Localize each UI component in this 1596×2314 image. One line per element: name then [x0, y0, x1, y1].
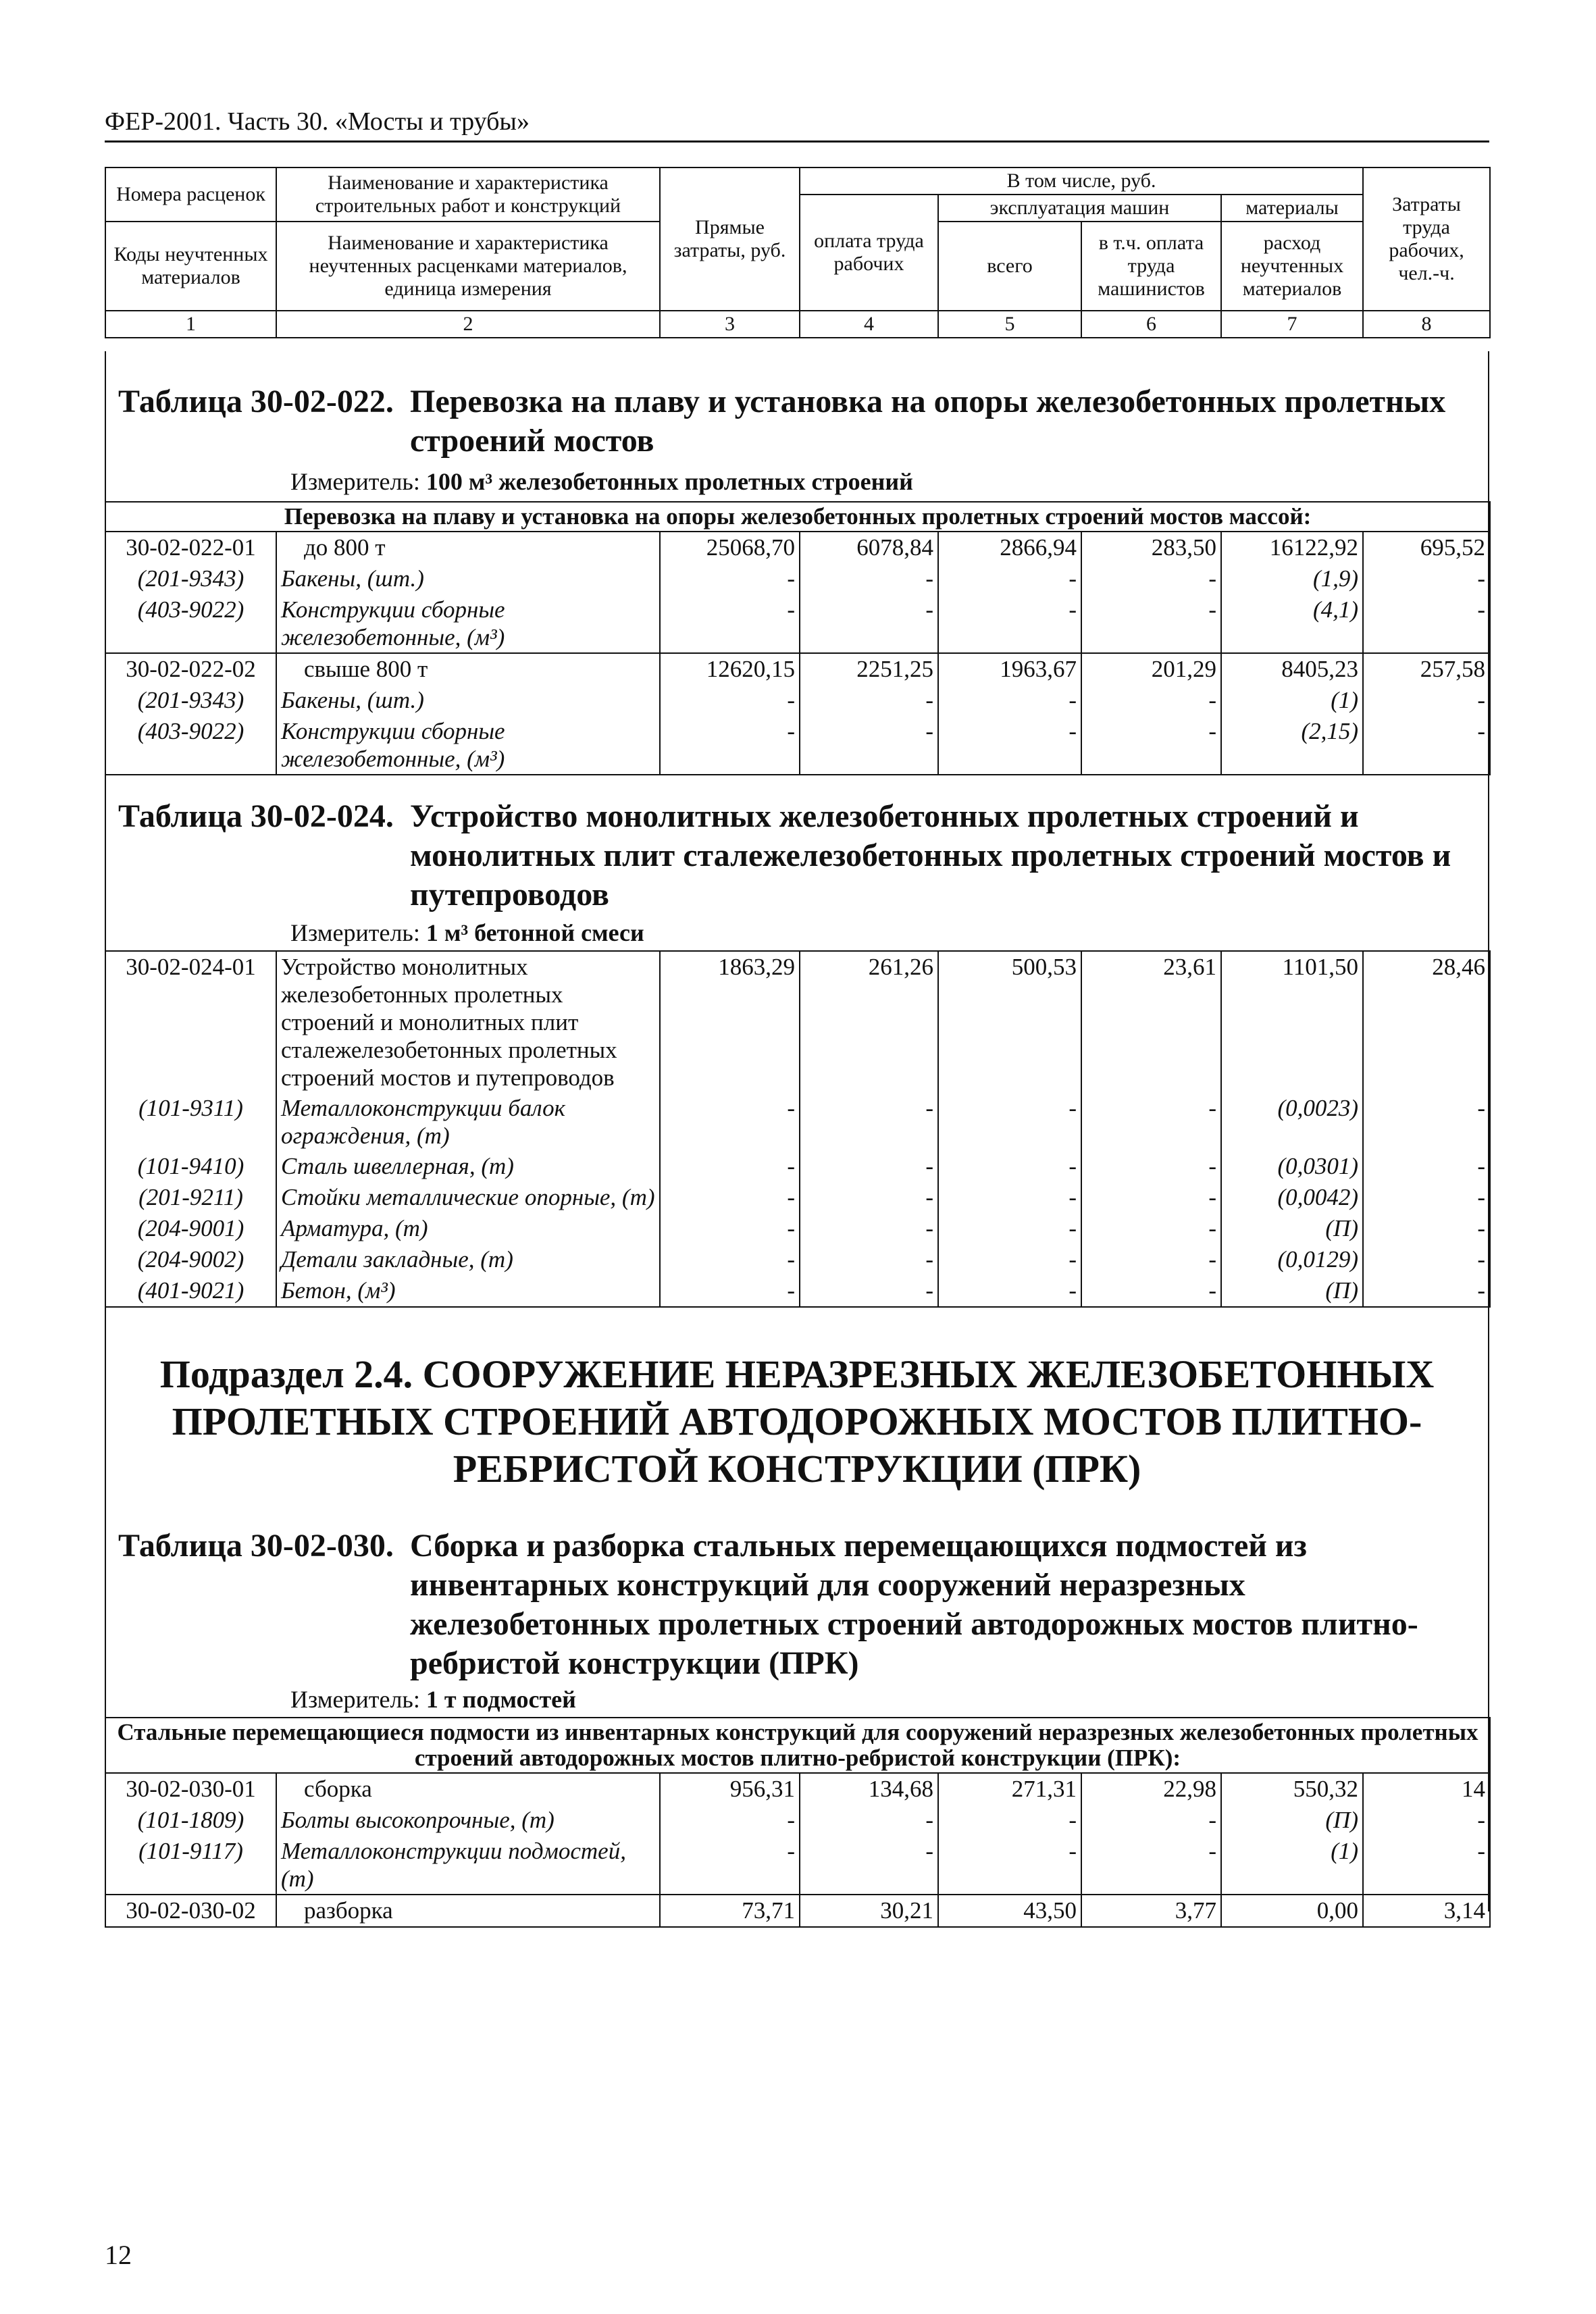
- material-row: [105, 1836, 1490, 1895]
- material-name: Бакены, (шт.): [276, 563, 660, 594]
- cost-v6: -: [1081, 1213, 1221, 1244]
- col-number: 8: [1363, 311, 1490, 338]
- cost-v4: -: [800, 1836, 938, 1895]
- cost-v8: -: [1363, 1093, 1490, 1151]
- cost-v4: 261,26: [800, 951, 938, 1093]
- col-header-labor: оплата труда рабочих: [800, 195, 938, 311]
- work-name: свыше 800 т: [276, 653, 660, 685]
- rate-row: [105, 1773, 1490, 1805]
- cost-v3: 1863,29: [660, 951, 800, 1093]
- cost-v8: -: [1363, 594, 1490, 653]
- cost-v4: -: [800, 563, 938, 594]
- cost-v5: -: [938, 1275, 1081, 1307]
- col-header-direct-costs: Прямые затраты, руб.: [660, 168, 800, 311]
- cost-v5: -: [938, 1213, 1081, 1244]
- meter-value: 1 м³ бетонной смеси: [426, 919, 644, 946]
- cost-v6: 283,50: [1081, 532, 1221, 563]
- material-name: Конструкции сборные железобетонные, (м³): [276, 716, 660, 775]
- cost-v8: -: [1363, 1836, 1490, 1895]
- material-code: (403-9022): [105, 716, 276, 775]
- material-code: (201-9343): [105, 685, 276, 716]
- cost-v5: -: [938, 594, 1081, 653]
- cost-v6: -: [1081, 1836, 1221, 1895]
- cost-v4: -: [800, 1151, 938, 1182]
- cost-v3: -: [660, 685, 800, 716]
- cost-v7: (1): [1221, 685, 1363, 716]
- cost-v5: 43,50: [938, 1895, 1081, 1927]
- meter-label: Измеритель:: [290, 468, 420, 495]
- cost-v8: 28,46: [1363, 951, 1490, 1093]
- cost-v6: -: [1081, 1182, 1221, 1213]
- cost-v4: 6078,84: [800, 532, 938, 563]
- cost-v7: 1101,50: [1221, 951, 1363, 1093]
- material-name: Детали закладные, (т): [276, 1244, 660, 1275]
- material-code: (101-9117): [105, 1836, 276, 1895]
- cost-v5: -: [938, 1805, 1081, 1836]
- meter-label: Измеритель:: [290, 919, 420, 946]
- table-030-meter: [290, 1685, 576, 1714]
- material-row: [105, 563, 1490, 594]
- cost-v6: -: [1081, 685, 1221, 716]
- cost-v6: -: [1081, 1805, 1221, 1836]
- material-name: Сталь швеллерная, (т): [276, 1151, 660, 1182]
- cost-v7: (1,9): [1221, 563, 1363, 594]
- cost-v7: (П): [1221, 1275, 1363, 1307]
- col-number: 7: [1221, 311, 1363, 338]
- cost-v3: -: [660, 594, 800, 653]
- table-022-label: Таблица 30-02-022.: [118, 384, 394, 419]
- cost-v7: 16122,92: [1221, 532, 1363, 563]
- rate-code: 30-02-022-01: [105, 532, 276, 563]
- col-header-in-total: В том числе, руб.: [800, 168, 1363, 195]
- material-name: Бакены, (шт.): [276, 685, 660, 716]
- subsection-title: Подраздел 2.4. СООРУЖЕНИЕ НЕРАЗРЕЗНЫХ ЖЕЛЕЗОБЕТОННЫХ ПРОЛЕТНЫХ СТРОЕНИЙ АВТОДОРОЖНЫХ МОСТОВ ПЛИТНО-РЕБРИСТОЙ КОНСТРУКЦИИ (ПРК): [159, 1352, 1435, 1491]
- cost-v5: -: [938, 716, 1081, 775]
- cost-v6: -: [1081, 1275, 1221, 1307]
- cost-v5: 271,31: [938, 1773, 1081, 1805]
- col-header-unaccounted-codes: Коды неучтенных материалов: [105, 222, 276, 311]
- table-024-title-text: Устройство монолитных железобетонных пролетных строений и монолитных плит сталежелезобетонных пролетных строений мостов и путепроводов: [410, 798, 1451, 912]
- cost-v7: 8405,23: [1221, 653, 1363, 685]
- material-row: [105, 1275, 1490, 1307]
- cost-v5: -: [938, 1244, 1081, 1275]
- cost-v8: 14: [1363, 1773, 1490, 1805]
- cost-v4: -: [800, 594, 938, 653]
- table-022-subtitle: Перевозка на плаву и установка на опоры железобетонных пролетных строений мостов массой:: [105, 502, 1490, 532]
- table-030-title: [118, 1526, 1489, 1683]
- col-header-machines: эксплуатация машин: [938, 195, 1221, 222]
- col-number: 1: [105, 311, 276, 338]
- rate-row: [105, 532, 1490, 563]
- cost-v4: 30,21: [800, 1895, 938, 1927]
- table-022: [105, 501, 1491, 775]
- cost-v3: -: [660, 1836, 800, 1895]
- cost-v6: -: [1081, 563, 1221, 594]
- col-header-name: Наименование и характеристика строительных работ и конструкций: [276, 168, 660, 222]
- cost-v7: (0,0129): [1221, 1244, 1363, 1275]
- rate-row: [105, 1895, 1490, 1927]
- cost-v3: -: [660, 1275, 800, 1307]
- material-row: [105, 1151, 1490, 1182]
- cost-v8: 3,14: [1363, 1895, 1490, 1927]
- cost-v4: -: [800, 1275, 938, 1307]
- table-030-label: Таблица 30-02-030.: [118, 1528, 394, 1564]
- material-row: [105, 1093, 1490, 1151]
- rate-code: 30-02-030-01: [105, 1773, 276, 1805]
- cost-v3: 73,71: [660, 1895, 800, 1927]
- cost-v4: -: [800, 716, 938, 775]
- cost-v5: -: [938, 1093, 1081, 1151]
- work-name: сборка: [276, 1773, 660, 1805]
- material-code: (201-9211): [105, 1182, 276, 1213]
- col-header-materials: материалы: [1221, 195, 1363, 222]
- cost-v4: -: [800, 1182, 938, 1213]
- material-code: (403-9022): [105, 594, 276, 653]
- cost-v6: -: [1081, 1093, 1221, 1151]
- material-row: [105, 1213, 1490, 1244]
- material-row: [105, 1182, 1490, 1213]
- table-022-title-text: Перевозка на плаву и установка на опоры железобетонных пролетных строений мостов: [410, 384, 1446, 459]
- table-024: [105, 950, 1491, 1308]
- cost-v6: 201,29: [1081, 653, 1221, 685]
- material-code: (204-9002): [105, 1244, 276, 1275]
- material-code: (401-9021): [105, 1275, 276, 1307]
- cost-v6: 22,98: [1081, 1773, 1221, 1805]
- page-number: 12: [105, 2240, 132, 2270]
- col-header-unaccounted-name: Наименование и характеристика неучтенных расценками материалов, единица измерения: [276, 222, 660, 311]
- table-030-subtitle: Стальные перемещающиеся подмости из инвентарных конструкций для сооружений неразрезных железобетонных пролетных строений автодорожных мостов плитно-ребристой конструкции (ПРК):: [105, 1718, 1490, 1773]
- cost-v3: -: [660, 1213, 800, 1244]
- cost-v8: -: [1363, 1805, 1490, 1836]
- material-row: [105, 685, 1490, 716]
- col-header-codes: Номера расценок: [105, 168, 276, 222]
- cost-v3: -: [660, 563, 800, 594]
- work-name: разборка: [276, 1895, 660, 1927]
- material-row: [105, 1805, 1490, 1836]
- cost-v7: (0,0301): [1221, 1151, 1363, 1182]
- cost-v4: -: [800, 1244, 938, 1275]
- table-030-title-text: Сборка и разборка стальных перемещающихся подмостей из инвентарных конструкций для сооружений неразрезных железобетонных пролетных строений автодорожных мостов плитно-ребристой конструкции (ПРК): [410, 1528, 1418, 1681]
- material-code: (101-9311): [105, 1093, 276, 1151]
- header-rule: [105, 140, 1489, 143]
- cost-v5: 1963,67: [938, 653, 1081, 685]
- col-number: 6: [1081, 311, 1221, 338]
- cost-v3: -: [660, 716, 800, 775]
- cost-v6: 23,61: [1081, 951, 1221, 1093]
- cost-v3: -: [660, 1805, 800, 1836]
- meter-value: 1 т подмостей: [426, 1686, 576, 1713]
- cost-v8: -: [1363, 716, 1490, 775]
- work-name: до 800 т: [276, 532, 660, 563]
- col-header-workers: Затраты труда рабочих, чел.-ч.: [1363, 168, 1490, 311]
- cost-v4: -: [800, 1805, 938, 1836]
- cost-v5: 500,53: [938, 951, 1081, 1093]
- cost-v6: -: [1081, 594, 1221, 653]
- cost-v7: (1): [1221, 1836, 1363, 1895]
- rate-code: 30-02-030-02: [105, 1895, 276, 1927]
- cost-v6: 3,77: [1081, 1895, 1221, 1927]
- material-name: Бетон, (м³): [276, 1275, 660, 1307]
- rate-code: 30-02-022-02: [105, 653, 276, 685]
- cost-v3: -: [660, 1244, 800, 1275]
- column-header-table: [105, 167, 1491, 338]
- cost-v3: 956,31: [660, 1773, 800, 1805]
- cost-v6: -: [1081, 716, 1221, 775]
- material-name: Конструкции сборные железобетонные, (м³): [276, 594, 660, 653]
- cost-v3: -: [660, 1151, 800, 1182]
- cost-v3: 25068,70: [660, 532, 800, 563]
- material-name: Металлоконструкции балок ограждения, (т): [276, 1093, 660, 1151]
- material-row: [105, 716, 1490, 775]
- table-030: [105, 1717, 1491, 1928]
- cost-v7: 550,32: [1221, 1773, 1363, 1805]
- cost-v5: -: [938, 1836, 1081, 1895]
- cost-v7: (П): [1221, 1805, 1363, 1836]
- cost-v7: (4,1): [1221, 594, 1363, 653]
- work-name: Устройство монолитных железобетонных пролетных строений и монолитных плит сталежелезобетонных пролетных строений мостов и путепроводов: [276, 951, 660, 1093]
- cost-v4: -: [800, 1093, 938, 1151]
- meter-label: Измеритель:: [290, 1686, 420, 1713]
- cost-v7: (2,15): [1221, 716, 1363, 775]
- cost-v8: -: [1363, 1244, 1490, 1275]
- col-header-machines-labor: в т.ч. оплата труда машинистов: [1081, 222, 1221, 311]
- rate-row: [105, 951, 1490, 1093]
- material-code: (201-9343): [105, 563, 276, 594]
- rate-code: 30-02-024-01: [105, 951, 276, 1093]
- material-name: Арматура, (т): [276, 1213, 660, 1244]
- col-number: 4: [800, 311, 938, 338]
- material-row: [105, 594, 1490, 653]
- cost-v7: (П): [1221, 1213, 1363, 1244]
- col-number: 2: [276, 311, 660, 338]
- cost-v8: -: [1363, 1151, 1490, 1182]
- cost-v7: 0,00: [1221, 1895, 1363, 1927]
- table-022-title: [118, 382, 1489, 461]
- cost-v8: -: [1363, 563, 1490, 594]
- material-code: (204-9001): [105, 1213, 276, 1244]
- cost-v5: -: [938, 1182, 1081, 1213]
- col-number: 5: [938, 311, 1081, 338]
- material-name: Стойки металлические опорные, (т): [276, 1182, 660, 1213]
- cost-v5: -: [938, 1151, 1081, 1182]
- col-number: 3: [660, 311, 800, 338]
- material-code: (101-1809): [105, 1805, 276, 1836]
- table-022-meter: [290, 467, 913, 496]
- page-header: ФЕР-2001. Часть 30. «Мосты и трубы»: [105, 107, 530, 136]
- col-header-materials-use: расход неучтенных материалов: [1221, 222, 1363, 311]
- cost-v5: 2866,94: [938, 532, 1081, 563]
- table-024-title: [118, 797, 1489, 915]
- meter-value: 100 м³ железобетонных пролетных строений: [426, 468, 913, 495]
- cost-v3: -: [660, 1182, 800, 1213]
- rate-row: [105, 653, 1490, 685]
- table-024-meter: [290, 919, 644, 947]
- cost-v6: -: [1081, 1244, 1221, 1275]
- material-name: Металлоконструкции подмостей, (т): [276, 1836, 660, 1895]
- cost-v8: -: [1363, 1213, 1490, 1244]
- cost-v8: 257,58: [1363, 653, 1490, 685]
- cost-v5: -: [938, 563, 1081, 594]
- cost-v7: (0,0023): [1221, 1093, 1363, 1151]
- cost-v4: -: [800, 1213, 938, 1244]
- cost-v4: 134,68: [800, 1773, 938, 1805]
- material-row: [105, 1244, 1490, 1275]
- cost-v6: -: [1081, 1151, 1221, 1182]
- cost-v8: -: [1363, 685, 1490, 716]
- cost-v8: 695,52: [1363, 532, 1490, 563]
- table-024-label: Таблица 30-02-024.: [118, 798, 394, 834]
- cost-v3: -: [660, 1093, 800, 1151]
- cost-v3: 12620,15: [660, 653, 800, 685]
- cost-v7: (0,0042): [1221, 1182, 1363, 1213]
- material-code: (101-9410): [105, 1151, 276, 1182]
- cost-v8: -: [1363, 1275, 1490, 1307]
- cost-v4: 2251,25: [800, 653, 938, 685]
- cost-v5: -: [938, 685, 1081, 716]
- material-name: Болты высокопрочные, (т): [276, 1805, 660, 1836]
- col-header-machines-all: всего: [938, 222, 1081, 311]
- cost-v4: -: [800, 685, 938, 716]
- cost-v8: -: [1363, 1182, 1490, 1213]
